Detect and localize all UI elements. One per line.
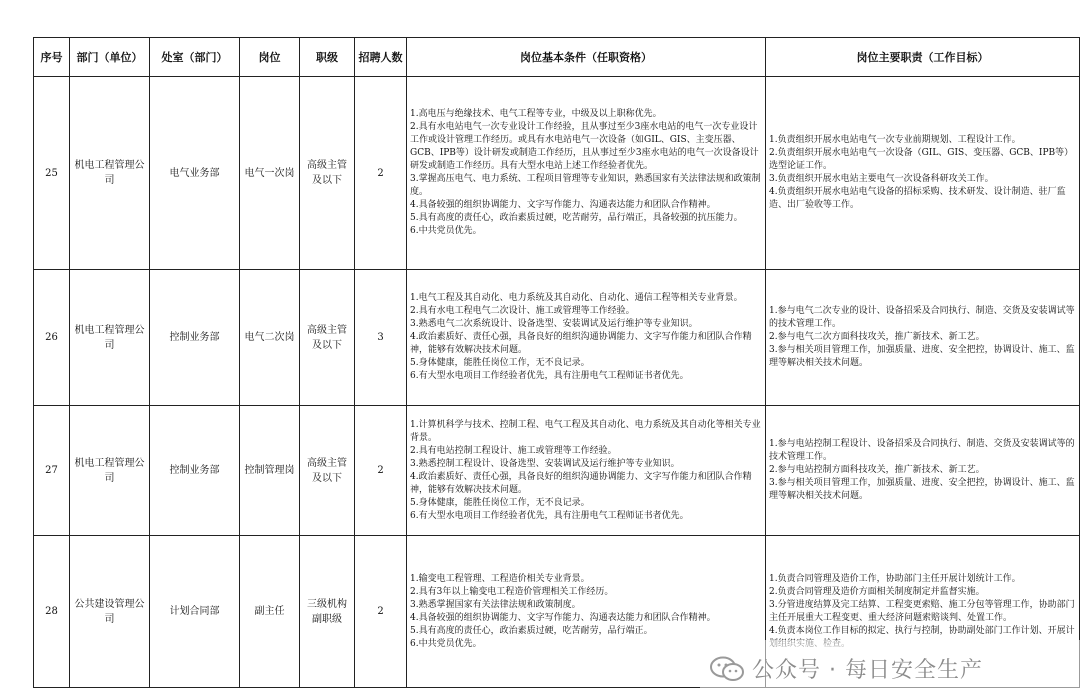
header-level: 职级 <box>300 38 355 77</box>
requirement-item: 5.具有高度的责任心，政治素质过硬，吃苦耐劳，品行端正，具备较强的抗压能力。 <box>410 213 743 223</box>
requirement-item: 3.熟悉控制工程设计、设备选型、安装调试及运行维护等专业知识。 <box>410 458 680 469</box>
cell-office: 计划合同部 <box>150 536 240 688</box>
cell-office: 控制业务部 <box>150 270 240 406</box>
requirement-item: 6.中共党员优先。 <box>410 638 482 649</box>
watermark-text: 公众号 · 每日安全生产 <box>752 658 983 683</box>
requirement-item: 4.具备较强的组织协调能力、文字写作能力、沟通表达能力和团队合作精神。 <box>410 612 716 623</box>
requirement-item: 2.具有电站控制工程设计、施工或管理等工作经验。 <box>410 445 617 456</box>
cell-dept: 公共建设管理公司 <box>70 536 150 688</box>
duty-item: 3.参与相关项目管理工作，加强质量、进度、安全把控，协调设计、施工、监理等解决相关技术问题。 <box>769 478 1075 501</box>
cell-office: 控制业务部 <box>150 406 240 536</box>
requirement-item: 5.身体健康，能胜任岗位工作，无不良记录。 <box>410 358 590 368</box>
duty-item: 2.参与电气二次方面科技攻关，推广新技术、新工艺。 <box>769 332 985 342</box>
requirement-item: 1.高电压与绝缘技术、电气工程等专业，中级及以上职称优先。 <box>410 109 662 119</box>
cell-office: 电气业务部 <box>150 77 240 270</box>
cell-level: 高级主管及以下 <box>300 270 355 406</box>
duty-item: 3.分管进度结算及完工结算、工程变更索赔、施工分包等管理工作，协助部门主任开展重大工程变更、重大经济问题索赔谈判、处置工作。 <box>769 599 1075 623</box>
header-dept: 部门（单位） <box>70 38 150 77</box>
duty-item: 2.参与电站控制方面科技攻关，推广新技术、新工艺。 <box>769 465 985 475</box>
cell-duties <box>766 270 1080 406</box>
watermark <box>700 640 1080 697</box>
table-row <box>34 270 1080 406</box>
requirement-item: 4.具备较强的组织协调能力、文字写作能力、沟通表达能力和团队合作精神。 <box>410 200 716 210</box>
cell-post: 电气一次岗 <box>240 77 300 270</box>
duty-item: 4.负责组织开展水电站电气设备的招标采购、技术研发、设计制造、驻厂监造、出厂验收等工作。 <box>769 187 1066 210</box>
cell-count: 3 <box>355 270 407 406</box>
header-office: 处室（部门） <box>150 38 240 77</box>
requirement-item: 4.政治素质好、责任心强，具备良好的组织沟通协调能力、文字写作能力和团队合作精神，能够有效解决技术问题。 <box>410 332 752 355</box>
cell-no: 25 <box>34 77 70 270</box>
requirement-item: 1.计算机科学与技术、控制工程、电气工程及其自动化、电力系统及其自动化等相关专业背景。 <box>410 419 761 443</box>
duty-item: 1.参与电气二次专业的设计、设备招采及合同执行、制造、交货及安装调试等的技术管理工作。 <box>769 306 1075 329</box>
requirement-item: 4.政治素质好、责任心强，具备良好的组织沟通协调能力、文字写作能力和团队合作精神，能够有效解决技术问题。 <box>410 471 752 495</box>
requirement-item: 2.具有水电工程电气二次设计、施工或管理等工作经验。 <box>410 306 635 316</box>
cell-duties <box>766 406 1080 536</box>
duty-item: 4.负责本岗位工作目标的拟定、执行与控制，协助副处部门工作计划、开展计 <box>769 625 1075 636</box>
duty-item: 1.参与电站控制工程设计、设备招采及合同执行、制造、交货及安装调试等的技术管理工作。 <box>769 439 1075 462</box>
header-post: 岗位 <box>240 38 300 77</box>
cell-dept: 机电工程管理公司 <box>70 270 150 406</box>
cell-no: 27 <box>34 406 70 536</box>
cell-level: 高级主管及以下 <box>300 77 355 270</box>
recruitment-table <box>33 37 1080 688</box>
requirement-item: 3.熟悉掌握国家有关法律法规和政策制度。 <box>410 599 581 610</box>
table-row <box>34 77 1080 270</box>
requirement-item: 3.熟悉电气二次系统设计、设备选型、安装调试及运行维护等专业知识。 <box>410 319 698 329</box>
requirement-item: 5.具有高度的责任心，政治素质过硬，吃苦耐劳，品行端正。 <box>410 625 653 636</box>
cell-post: 电气二次岗 <box>240 270 300 406</box>
requirement-item: 6.有大型水电项目工作经验者优先，具有注册电气工程师证书者优先。 <box>410 510 689 521</box>
header-row <box>34 38 1080 77</box>
requirement-item: 1.输变电工程管理、工程造价相关专业背景。 <box>410 573 590 584</box>
cell-level: 高级主管及以下 <box>300 406 355 536</box>
table-row <box>34 406 1080 536</box>
requirement-item: 2.具有水电站电气一次专业设计工作经验，且从事过至少3座水电站的电气一次专业设计工作或设计管理工作经历。或具有水电站电气一次设备（如GIL、GIS、主变压器、GCB、IPB等）设计研发或制造工作经历，且从事过至少3座水电站的电气一次设备设计研发或制造工作经历。具有大型水电站上述工作经验者优先。 <box>410 122 759 171</box>
cell-dept: 机电工程管理公司 <box>70 77 150 270</box>
header-count: 招聘人数 <box>355 38 407 77</box>
duty-item: 2.负责合同管理及造价方面相关制度制定并监督实施。 <box>769 586 985 597</box>
requirement-item: 5.身体健康，能胜任岗位工作，无不良记录。 <box>410 497 590 508</box>
cell-requirements <box>407 77 766 270</box>
cell-post: 副主任 <box>240 536 300 688</box>
wechat-icon <box>710 656 744 682</box>
duty-item: 3.负责组织开展水电站主要电气一次设备科研攻关工作。 <box>769 174 994 184</box>
requirement-item: 1.电气工程及其自动化、电力系统及其自动化、自动化、通信工程等相关专业背景。 <box>410 293 743 303</box>
duty-item: 3.参与相关项目管理工作，加强质量、进度、安全把控，协调设计、施工、监理等解决相关技术问题。 <box>769 345 1075 368</box>
duty-item: 1.负责组织开展水电站电气一次专业前期规划、工程设计工作。 <box>769 135 1021 145</box>
header-no: 序号 <box>34 38 70 77</box>
requirement-item: 2.具有3年以上输变电工程造价管理相关工作经历。 <box>410 586 614 597</box>
duty-item: 1.负责合同管理及造价工作，协助部门主任开展计划统计工作。 <box>769 573 1021 584</box>
cell-no: 26 <box>34 270 70 406</box>
duty-item: 2.负责组织开展水电站电气一次设备（GIL、GIS、变压器、GCB、IPB等）选型论证工作。 <box>769 148 1074 171</box>
cell-post: 控制管理岗 <box>240 406 300 536</box>
header-duties: 岗位主要职责（工作目标） <box>766 38 1080 77</box>
cell-requirements <box>407 406 766 536</box>
cell-count: 2 <box>355 406 407 536</box>
requirement-item: 6.有大型水电项目工作经验者优先，具有注册电气工程师证书者优先。 <box>410 371 689 381</box>
cell-level: 三级机构副职级 <box>300 536 355 688</box>
cell-requirements <box>407 270 766 406</box>
cell-duties <box>766 77 1080 270</box>
requirement-item: 6.中共党员优先。 <box>410 226 482 236</box>
cell-count: 2 <box>355 77 407 270</box>
cell-no: 28 <box>34 536 70 688</box>
requirement-item: 3.掌握高压电气、电力系统、工程项目管理等专业知识，熟悉国家有关法律法规和政策制度。 <box>410 174 761 197</box>
header-requirements: 岗位基本条件（任职资格） <box>407 38 766 77</box>
cell-dept: 机电工程管理公司 <box>70 406 150 536</box>
cell-count: 2 <box>355 536 407 688</box>
